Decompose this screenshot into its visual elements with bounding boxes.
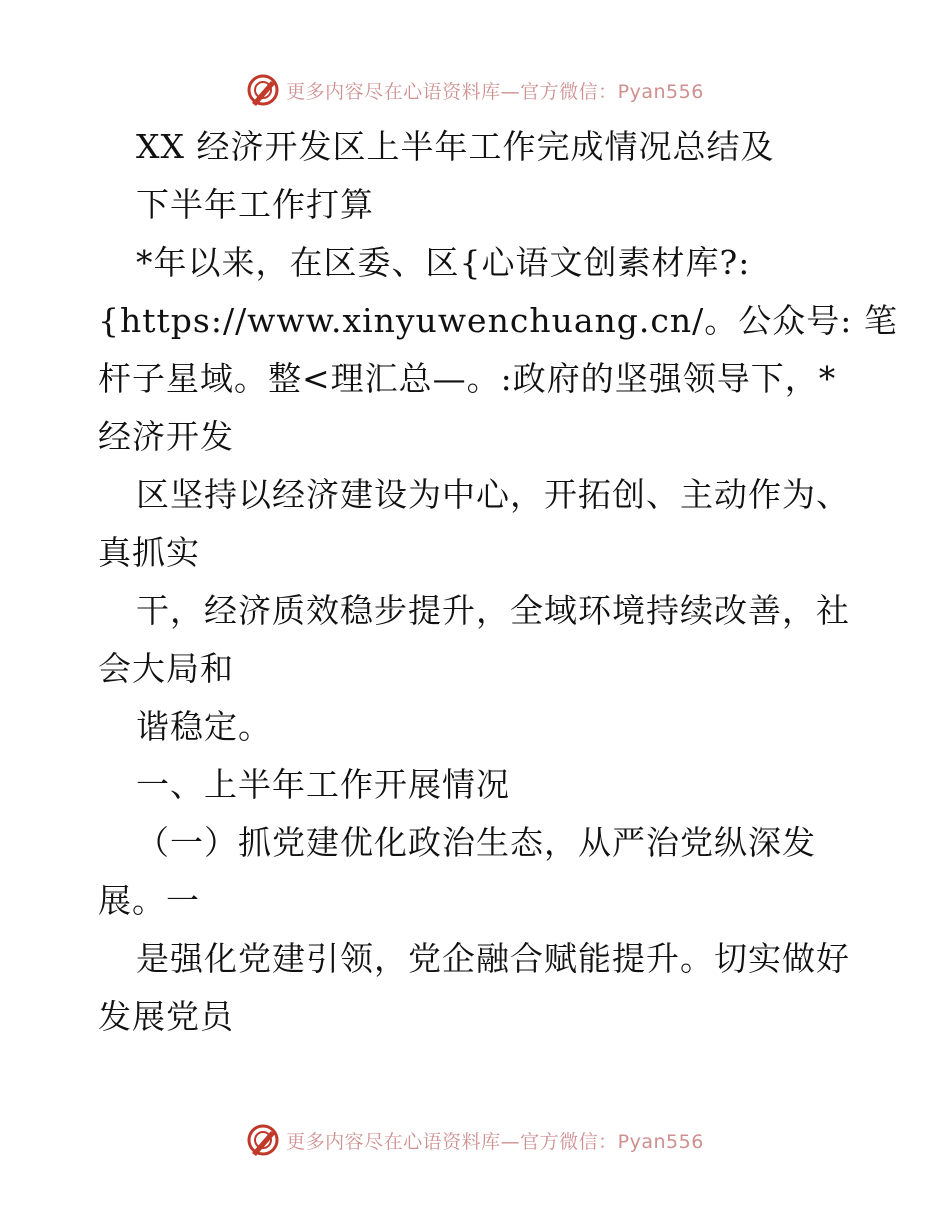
text-line: （一）抓党建优化政治生态，从严治党纵深发 bbox=[136, 823, 816, 862]
text-line: 会大局和 bbox=[98, 649, 234, 688]
watermark-text: 更多内容尽在心语资料库—官方微信：Pyan556 bbox=[286, 1130, 704, 1153]
text-line: 是强化党建引领，党企融合赋能提升。切实做好 bbox=[136, 939, 850, 978]
footer-watermark bbox=[0, 1120, 950, 1160]
document-body bbox=[98, 118, 898, 1046]
text-line: 区坚持以经济建设为中心，开拓创、主动作为、 bbox=[136, 475, 850, 514]
text-line: 下半年工作打算 bbox=[136, 185, 374, 224]
text-line: 谐稳定。 bbox=[136, 707, 272, 746]
text-line: *年以来，在区委、区{心语文创素材库?: bbox=[136, 243, 751, 282]
header-watermark bbox=[0, 70, 950, 110]
text-line: 干，经济质效稳步提升，全域环境持续改善，社 bbox=[136, 591, 850, 630]
text-line: {https://www.xinyuwenchuang.cn/。公众号: 笔 bbox=[98, 301, 898, 340]
pen-logo-icon bbox=[246, 73, 280, 107]
text-line: 展。一 bbox=[98, 881, 200, 920]
text-line: 经济开发 bbox=[98, 417, 234, 456]
text-line: 一、上半年工作开展情况 bbox=[136, 765, 510, 804]
text-line: 杆子星域。整<理汇总—。:政府的坚强领导下，* bbox=[98, 359, 837, 398]
pen-logo-icon bbox=[246, 1123, 280, 1157]
text-line: 真抓实 bbox=[98, 533, 200, 572]
text-line: 发展党员 bbox=[98, 997, 234, 1036]
watermark-text: 更多内容尽在心语资料库—官方微信：Pyan556 bbox=[286, 80, 704, 103]
text-line: XX 经济开发区上半年工作完成情况总结及 bbox=[136, 127, 775, 166]
